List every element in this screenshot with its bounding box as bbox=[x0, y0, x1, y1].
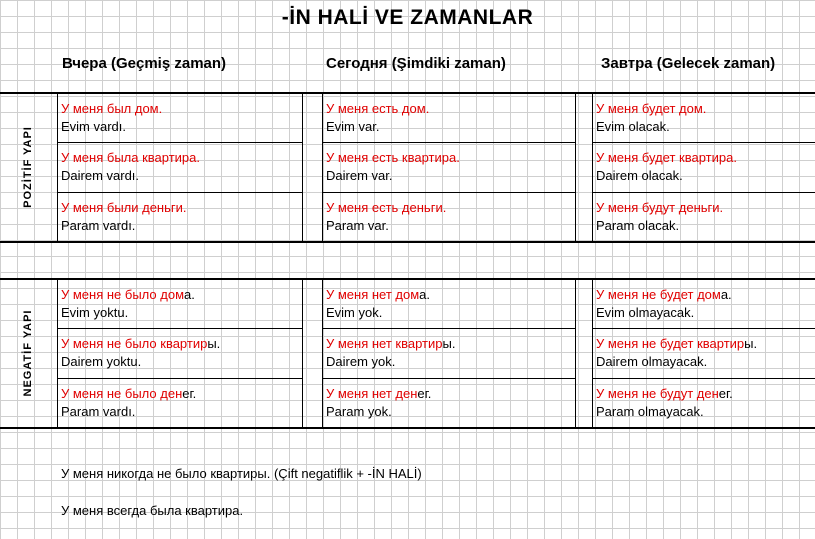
table-cell bbox=[61, 100, 162, 136]
table-cell bbox=[596, 100, 706, 136]
column-divider bbox=[575, 92, 576, 242]
footer-note: У меня всегда была квартира. bbox=[61, 503, 244, 518]
russian-sentence: У меня был дом. bbox=[61, 101, 163, 116]
row-divider bbox=[592, 192, 815, 193]
column-divider bbox=[57, 92, 58, 242]
russian-sentence: У меня есть деньги. bbox=[326, 200, 447, 215]
turkish-sentence: Evim olmayacak. bbox=[596, 305, 695, 320]
turkish-sentence: Param vardı. bbox=[61, 404, 136, 419]
column-divider bbox=[302, 278, 303, 428]
table-cell bbox=[61, 385, 196, 421]
turkish-sentence: Evim var. bbox=[326, 119, 380, 134]
turkish-sentence: Dairem var. bbox=[326, 168, 393, 183]
russian-sentence: У меня не будет квартиры. bbox=[596, 336, 758, 351]
table-cell bbox=[326, 385, 431, 421]
row-divider bbox=[57, 328, 302, 329]
russian-sentence: У меня нет денег. bbox=[326, 386, 432, 401]
column-divider bbox=[592, 92, 593, 242]
russian-sentence: У меня не было квартиры. bbox=[61, 336, 221, 351]
russian-sentence: У меня была квартира. bbox=[61, 150, 200, 165]
russian-sentence: У меня нет квартиры. bbox=[326, 336, 456, 351]
turkish-sentence: Param olmayacak. bbox=[596, 404, 704, 419]
column-header-past: Вчера (Geçmiş zaman) bbox=[62, 55, 227, 72]
turkish-sentence: Dairem yok. bbox=[326, 354, 396, 369]
table-cell bbox=[326, 199, 446, 235]
row-divider bbox=[592, 378, 815, 379]
table-cell bbox=[596, 149, 737, 185]
page-title: -İN HALİ VE ZAMANLAR bbox=[281, 6, 534, 29]
table-cell bbox=[596, 385, 733, 421]
turkish-sentence: Param var. bbox=[326, 218, 389, 233]
row-divider bbox=[322, 328, 575, 329]
turkish-sentence: Dairem yoktu. bbox=[61, 354, 142, 369]
section-border-bottom bbox=[0, 241, 815, 243]
row-divider bbox=[592, 142, 815, 143]
table-cell bbox=[326, 335, 455, 371]
russian-sentence: У меня будет квартира. bbox=[596, 150, 737, 165]
table-cell bbox=[326, 149, 460, 185]
russian-sentence: У меня есть дом. bbox=[326, 101, 430, 116]
row-divider bbox=[57, 192, 302, 193]
column-divider bbox=[322, 278, 323, 428]
turkish-sentence: Dairem vardı. bbox=[61, 168, 140, 183]
column-divider bbox=[57, 278, 58, 428]
row-divider bbox=[592, 328, 815, 329]
footer-note: У меня никогда не было квартиры. (Çift negatiflik + -İN HALİ) bbox=[61, 466, 422, 481]
column-header-future: Завтра (Gelecek zaman) bbox=[601, 55, 776, 72]
column-divider bbox=[302, 92, 303, 242]
section-label-positive: POZİTİF YAPI bbox=[22, 126, 34, 208]
table-cell bbox=[61, 199, 187, 235]
russian-sentence: У меня будут деньги. bbox=[596, 200, 724, 215]
russian-sentence: У меня не было дома. bbox=[61, 287, 195, 302]
row-divider bbox=[57, 142, 302, 143]
russian-sentence: У меня будет дом. bbox=[596, 101, 707, 116]
table-cell bbox=[596, 335, 757, 371]
turkish-sentence: Evim yok. bbox=[326, 305, 383, 320]
section-border-top bbox=[0, 278, 815, 280]
russian-sentence: У меня не было денег. bbox=[61, 386, 197, 401]
section-border-bottom bbox=[0, 427, 815, 429]
column-divider bbox=[322, 92, 323, 242]
turkish-sentence: Param olacak. bbox=[596, 218, 680, 233]
row-divider bbox=[322, 378, 575, 379]
turkish-sentence: Evim vardı. bbox=[61, 119, 127, 134]
table-cell bbox=[61, 149, 200, 185]
turkish-sentence: Param vardı. bbox=[61, 218, 136, 233]
section-border-top bbox=[0, 92, 815, 94]
russian-sentence: У меня не будет дома. bbox=[596, 287, 732, 302]
table-cell bbox=[61, 286, 195, 322]
column-divider bbox=[592, 278, 593, 428]
table-cell bbox=[596, 199, 723, 235]
row-divider bbox=[57, 378, 302, 379]
table-cell bbox=[326, 286, 430, 322]
section-label-negative: NEGATİF YAPI bbox=[22, 309, 34, 397]
column-divider bbox=[575, 278, 576, 428]
turkish-sentence: Param yok. bbox=[326, 404, 392, 419]
row-divider bbox=[322, 142, 575, 143]
russian-sentence: У меня были деньги. bbox=[61, 200, 187, 215]
turkish-sentence: Dairem olacak. bbox=[596, 168, 683, 183]
table-cell bbox=[596, 286, 732, 322]
turkish-sentence: Evim yoktu. bbox=[61, 305, 129, 320]
turkish-sentence: Evim olacak. bbox=[596, 119, 670, 134]
column-header-present: Сегодня (Şimdiki zaman) bbox=[326, 55, 506, 72]
russian-sentence: У меня нет дома. bbox=[326, 287, 431, 302]
table-cell bbox=[61, 335, 220, 371]
table-cell bbox=[326, 100, 429, 136]
row-divider bbox=[322, 192, 575, 193]
russian-sentence: У меня не будут денег. bbox=[596, 386, 733, 401]
turkish-sentence: Dairem olmayacak. bbox=[596, 354, 708, 369]
russian-sentence: У меня есть квартира. bbox=[326, 150, 460, 165]
